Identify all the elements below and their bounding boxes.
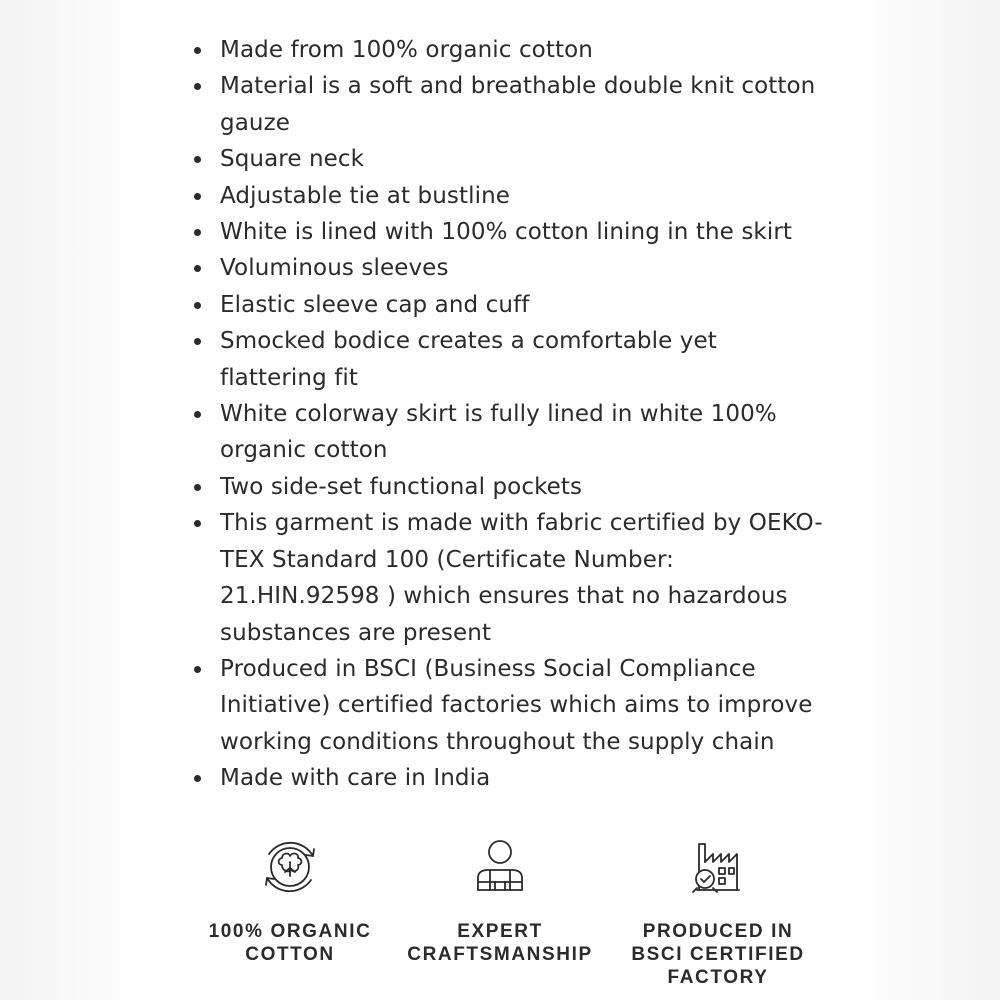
feature-item: White colorway skirt is fully lined in white 100% organic cotton	[190, 396, 830, 469]
feature-item: Square neck	[190, 141, 830, 177]
feature-item: Adjustable tie at bustline	[190, 178, 830, 214]
badge-expert-craftsmanship	[390, 832, 610, 966]
feature-item: White is lined with 100% cotton lining in the skirt	[190, 214, 830, 250]
badge-organic-cotton	[180, 832, 400, 966]
badge-label: 100% ORGANIC COTTON	[208, 921, 372, 965]
feature-item: Two side-set functional pockets	[190, 469, 830, 505]
craftsman-icon	[465, 832, 535, 902]
feature-item: Elastic sleeve cap and cuff	[190, 287, 830, 323]
feature-item: Voluminous sleeves	[190, 250, 830, 286]
organic-cotton-icon	[255, 832, 325, 902]
feature-badges	[180, 832, 840, 1000]
badge-bsci-factory	[608, 832, 828, 989]
badge-label: EXPERT CRAFTSMANSHIP	[407, 921, 593, 965]
feature-item: Made with care in India	[190, 760, 830, 796]
feature-item: Smocked bodice creates a comfortable yet flattering fit	[190, 323, 830, 396]
certified-factory-icon	[683, 832, 753, 902]
feature-item: Made from 100% organic cotton	[190, 32, 830, 68]
feature-item: Material is a soft and breathable double knit cotton gauze	[190, 68, 830, 141]
feature-item: This garment is made with fabric certified by OEKO-TEX Standard 100 (Certificate Number: 21.HIN.92598 ) which ensures that no hazardous substances are present	[190, 505, 830, 651]
feature-item: Produced in BSCI (Business Social Compliance Initiative) certified factories which aims to improve working conditions throughout the supply chain	[190, 651, 830, 760]
feature-list	[190, 32, 830, 797]
badge-label: PRODUCED IN BSCI CERTIFIED FACTORY	[631, 921, 805, 988]
